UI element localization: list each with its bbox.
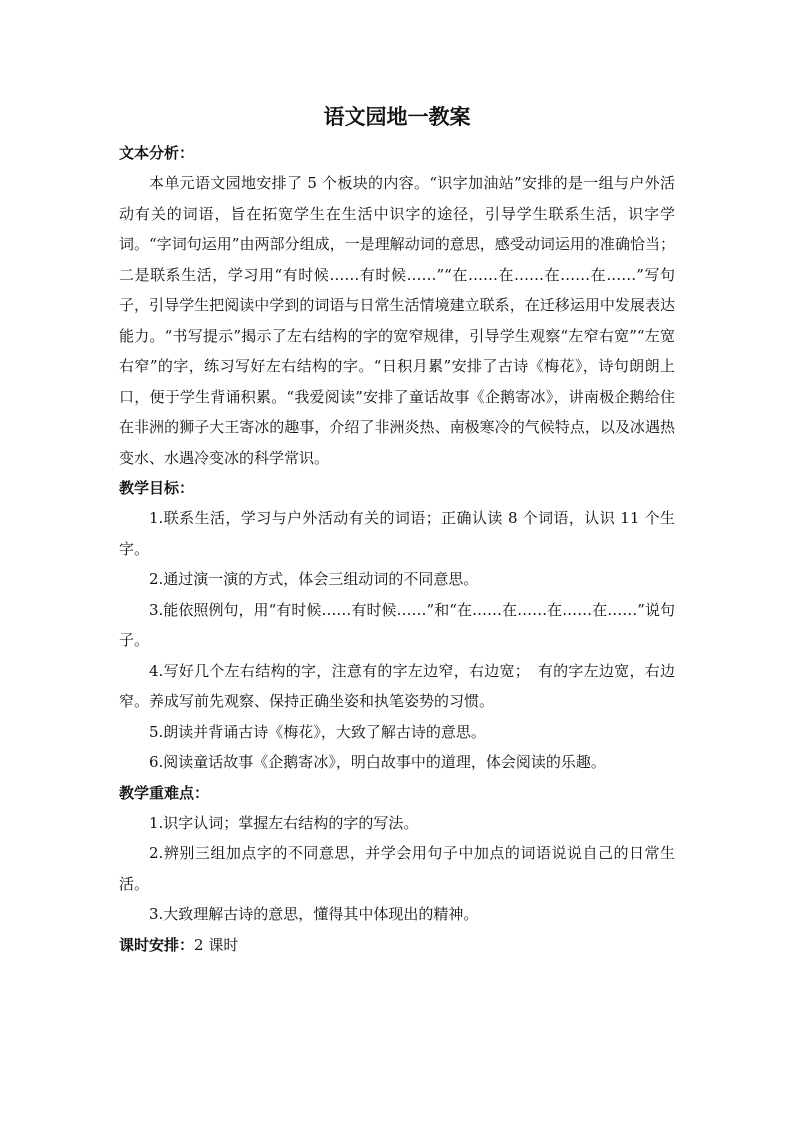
section-text-analysis [119, 138, 675, 473]
page-title: 语文园地一教案 [323, 104, 471, 129]
goal-item: 5.朗读并背诵古诗《梅花》，大致了解古诗的意思。 [149, 722, 486, 741]
goal-item: 3.能依照例句，用“有时候……有时候……”和“在……在……在……在……”说句子。 [119, 600, 675, 649]
analysis-paragraph: 本单元语文园地安排了 5 个板块的内容。“识字加油站”安排的是一组与户外活动有关的词语，旨在拓宽学生在生活中识字的途径，引导学生联系生活，识字学词。“字词句运用”由两部分组成，一是理解动词的意思，感受动词运用的准确恰当；二是联系生活，学习用“有时候……有时候……”“在……在……在……在……”写句子，引导学生把阅读中学到的词语与日常生活情境建立联系，在迁移运用中发展表达能力。“书写提示”揭示了左右结构的字的宽窄规律，引导学生观察“左窄右宽”“左宽右窄”的字，练习写好左右结构的字。“日积月累”安排了古诗《梅花》，诗句朗朗上口，便于学生背诵积累。“我爱阅读”安排了童话故事《企鹅寄冰》，讲南极企鹅给住在非洲的狮子大王寄冰的趣事，介绍了非洲炎热、南极寒冷的气候特点，以及冰遇热变水、水遇冷变冰的科学常识。 [119, 174, 675, 467]
section-key-difficulties [119, 778, 675, 930]
section-heading-keypoints: 教学重难点： [119, 783, 210, 802]
keypoint-item: 1.识字认词；掌握左右结构的字的写法。 [149, 813, 419, 832]
schedule-heading: 课时安排： [119, 935, 195, 954]
goal-item: 1.联系生活，学习与户外活动有关的词语；正确认读 8 个词语，认识 11 个生字。 [119, 509, 675, 558]
section-heading-goals: 教学目标： [119, 479, 195, 497]
goal-item: 6.阅读童话故事《企鹅寄冰》，明白故事中的道理，体会阅读的乐趣。 [149, 753, 606, 771]
keypoint-item: 3.大致理解古诗的意思，懂得其中体现出的精神。 [149, 905, 479, 923]
schedule-value: 2 课时 [194, 935, 239, 954]
schedule-line [119, 930, 675, 960]
goal-item: 4.写好几个左右结构的字，注意有的字左边窄，右边宽； 有的字左边宽，右边窄。养成写前先观察、保持正确坐姿和执笔姿势的习惯。 [119, 661, 675, 710]
section-teaching-goals [119, 473, 675, 778]
goals-list [119, 503, 675, 778]
keypoints-list [119, 808, 675, 930]
goal-item: 2.通过演一演的方式，体会三组动词的不同意思。 [149, 570, 479, 588]
document-body [119, 100, 675, 960]
keypoint-item: 2.辨别三组加点字的不同意思，并学会用句子中加点的词语说说自己的日常生活。 [119, 844, 675, 893]
section-heading-analysis: 文本分析： [119, 144, 195, 162]
